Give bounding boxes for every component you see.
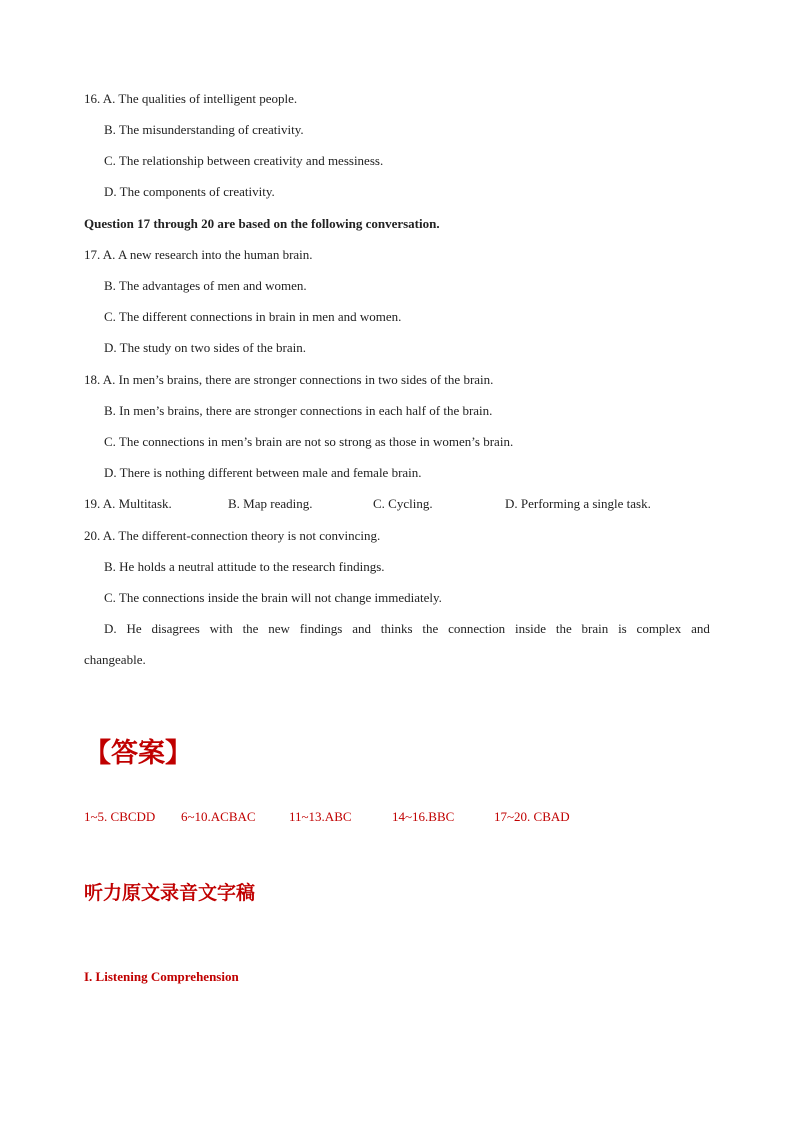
q20-option-d-word: the: [555, 621, 572, 636]
answer-heading: 【答案】: [84, 738, 192, 769]
q20-option-d-word: D.: [104, 621, 117, 636]
q18-option-a: 18. A. In men’s brains, there are stronger connections in two sides of the brain.: [84, 372, 494, 387]
q17-option-d: D. The study on two sides of the brain.: [104, 340, 306, 355]
answer-group: 1~5. CBCDD: [84, 809, 156, 824]
q17-option-b: B. The advantages of men and women.: [104, 278, 307, 293]
q20-option-a: 20. A. The different-connection theory is not convincing.: [84, 528, 381, 543]
q20-option-d-word: the: [422, 621, 439, 636]
conversation-section-heading: Question 17 through 20 are based on the following conversation.: [84, 216, 440, 231]
transcript-heading: 听力原文录音文字稿: [84, 882, 256, 904]
q16-option-a: 16. A. The qualities of intelligent people.: [84, 91, 298, 106]
q17-option-c: C. The different connections in brain in men and women.: [104, 309, 402, 324]
q20-option-d: [104, 621, 710, 637]
answer-group: 6~10.ACBAC: [181, 809, 256, 824]
q20-option-d-word: brain: [581, 621, 609, 636]
answer-group: 11~13.ABC: [289, 809, 352, 824]
q20-option-d-word: and: [691, 621, 710, 636]
q16-option-c: C. The relationship between creativity and messiness.: [104, 153, 384, 168]
q20-option-b: B. He holds a neutral attitude to the research findings.: [104, 559, 385, 574]
q20-option-d-word: findings: [299, 621, 343, 636]
q18-option-c: C. The connections in men’s brain are not so strong as those in women’s brain.: [104, 434, 514, 449]
q20-option-d-word: He: [126, 621, 142, 636]
q19-option-b: B. Map reading.: [228, 496, 313, 511]
q19-option-d: D. Performing a single task.: [505, 496, 651, 511]
q17-option-a: 17. A. A new research into the human brain.: [84, 247, 313, 262]
q16-option-d: D. The components of creativity.: [104, 184, 275, 199]
q20-option-d-word: with: [209, 621, 233, 636]
q20-option-d-word: thinks: [380, 621, 413, 636]
q19-option-c: C. Cycling.: [373, 496, 433, 511]
answer-group: 14~16.BBC: [392, 809, 455, 824]
q18-option-d: D. There is nothing different between male and female brain.: [104, 465, 422, 480]
q19-option-a: 19. A. Multitask.: [84, 496, 172, 511]
q20-option-d-word: complex: [636, 621, 682, 636]
q20-option-d-word: is: [618, 621, 627, 636]
q20-option-d-word: new: [268, 621, 290, 636]
q20-option-d-word: connection: [448, 621, 506, 636]
q20-option-d-word: inside: [514, 621, 547, 636]
q16-option-b: B. The misunderstanding of creativity.: [104, 122, 304, 137]
q20-option-d-word: the: [242, 621, 259, 636]
q20-option-d-word: and: [352, 621, 371, 636]
q20-option-c: C. The connections inside the brain will not change immediately.: [104, 590, 442, 605]
answer-group: 17~20. CBAD: [494, 809, 570, 824]
q20-option-d-word: disagrees: [151, 621, 200, 636]
q20-option-d-continuation: changeable.: [84, 652, 146, 667]
q18-option-b: B. In men’s brains, there are stronger connections in each half of the brain.: [104, 403, 493, 418]
listening-comprehension-heading: I. Listening Comprehension: [84, 969, 239, 984]
